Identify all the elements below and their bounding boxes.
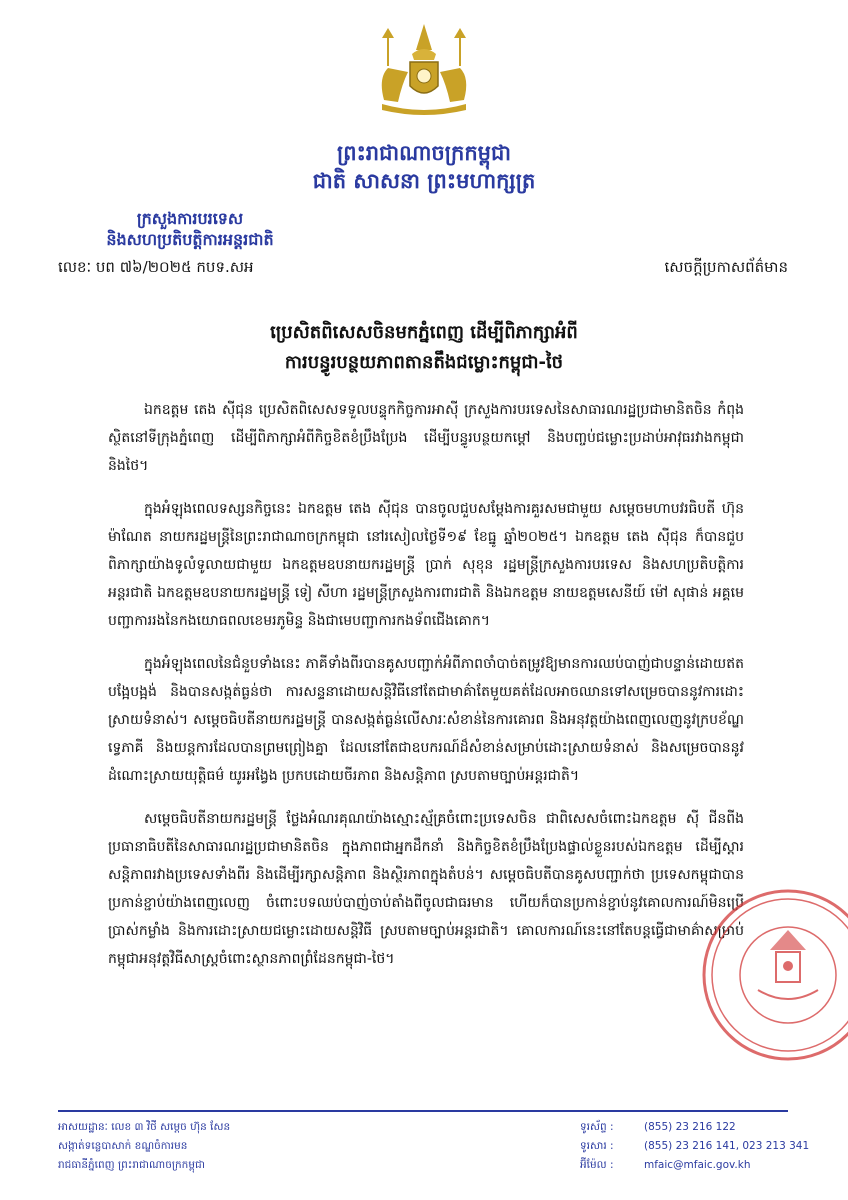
email-row bbox=[580, 1156, 809, 1175]
address-line-2: សង្កាត់ទន្លេបាសាក់ ខណ្ឌចំការមន bbox=[58, 1140, 188, 1152]
phone-row bbox=[580, 1118, 809, 1137]
address-line-3: រាជធានីភ្នំពេញ ព្រះរាជាណាចក្រកម្ពុជា bbox=[58, 1159, 205, 1171]
ministry-line-2: និងសហប្រតិបត្តិការអន្តរជាតិ bbox=[106, 230, 274, 249]
footer-divider bbox=[58, 1110, 788, 1112]
fax-label: ទូរសារ : bbox=[580, 1140, 614, 1152]
fax-row bbox=[580, 1137, 809, 1156]
ministry-line-1: ក្រសួងការបរទេស bbox=[136, 209, 244, 228]
press-release-body bbox=[108, 396, 744, 988]
reference-number: លេខៈ បព ៧៦/២០២៥ កបទ.សអ bbox=[58, 258, 254, 276]
headline-line-2: ការបន្ធូរបន្ថយភាពតានតឹងជម្លោះកម្ពុជា-ថៃ bbox=[284, 352, 564, 373]
royal-emblem-icon bbox=[368, 20, 480, 120]
document-type: សេចក្ដីប្រកាសព័ត៌មាន bbox=[664, 258, 788, 276]
paragraph-2: ក្នុងអំឡុងពេលទស្សនកិច្ចនេះ ឯកឧត្តម តេង ស៊ីជុន បានចូលជួបសម្ដែងការគួរសមជាមួយ សម្ដេចមហាបវរធិបតី ហ៊ុន ម៉ាណែត នាយករដ្ឋមន្ត្រីនៃព្រះរាជាណាចក្រកម្ពុជា នៅរសៀលថ្ងៃទី១៩ ខែធ្នូ ឆ្នាំ២០២៥។ ឯកឧត្តម តេង ស៊ីជុន ក៏បានជួបពិភាក្សាយ៉ាងទូលំទូលាយជាមួយ ឯកឧត្តមឧបនាយករដ្ឋមន្ត្រី ប្រាក់ សុខុន រដ្ឋមន្ត្រីក្រសួងការបរទេស និងសហប្រតិបត្តិការអន្តរជាតិ ឯកឧត្តមឧបនាយករដ្ឋមន្ត្រី ទៀ សីហា រដ្ឋមន្ត្រីក្រសួងការពារជាតិ និងឯកឧត្តម នាយឧត្តមសេនីយ៍ ម៉ៅ សុផាន់ អគ្គមេបញ្ជាការរងនៃកងយោធពលខេមរភូមិន្ទ និងជាមេបញ្ជាការកងទ័ពជើងគោក។ bbox=[108, 501, 744, 629]
footer-address bbox=[58, 1118, 230, 1175]
email-label: អ៊ីម៉ែល : bbox=[580, 1159, 614, 1171]
fax-value: (855) 23 216 141, 023 213 341 bbox=[644, 1140, 810, 1152]
official-seal-stamp-icon bbox=[688, 880, 848, 1070]
phone-label: ទូរស័ព្ទ : bbox=[580, 1121, 614, 1133]
email-value[interactable]: mfaic@mfaic.gov.kh bbox=[644, 1159, 751, 1171]
paragraph-4: សម្ដេចធិបតីនាយករដ្ឋមន្ត្រី ថ្លែងអំណរគុណយ៉ាងស្មោះស្ម័គ្រចំពោះប្រទេសចិន ជាពិសេសចំពោះឯកឧត្តម ស៊ី ជីនពីង ប្រធានាធិបតីនៃសាធារណរដ្ឋប្រជាមានិតចិន ក្នុងភាពជាអ្នកដឹកនាំ និងកិច្ចខិតខំប្រឹងប្រែងផ្ទាល់ខ្លួនរបស់ឯកឧត្តម ដើម្បីស្ដារសន្តិភាពរវាងប្រទេសទាំងពីរ និងដើម្បីរក្សាសន្តិភាព និងស្ថិរភាពក្នុងតំបន់។ សម្ដេចធិបតីបានគូសបញ្ជាក់ថា ប្រទេសកម្ពុជាបានប្រកាន់ខ្ជាប់យ៉ាងពេញលេញ ចំពោះបទឈប់បាញ់ចាប់តាំងពីចូលជាធរមាន ហើយក៏បានប្រកាន់ខ្ជាប់នូវគោលការណ៍មិនប្រើប្រាស់កម្លាំង និងការដោះស្រាយជម្លោះដោយសន្តិវិធី ស្របតាមច្បាប់អន្តរជាតិ។ គោលការណ៍នេះនៅតែបន្តធ្វើជាមាគ៌ាសម្រាប់កម្ពុជាអនុវត្តវិធីសាស្ត្រចំពោះស្ថានភាពព្រំដែនកម្ពុជា-ថៃ។ bbox=[108, 811, 744, 967]
paragraph-3: ក្នុងអំឡុងពេលនៃជំនួបទាំងនេះ ភាគីទាំងពីរបានគូសបញ្ជាក់អំពីភាពចាំបាច់តម្រូវឱ្យមានការឈប់បាញ់ជាបន្ទាន់ដោយឥតបង្អែបង្អង់ និងបានសង្កត់ធ្ងន់ថា ការសន្ទនាដោយសន្តិវិធីនៅតែជាមាគ៌ាតែមួយគត់ដែលអាចឈានទៅសម្រេចបាននូវការដោះស្រាយទំនាស់។ សម្ដេចធិបតីនាយករដ្ឋមន្ត្រី បានសង្កត់ធ្ងន់លើសារៈសំខាន់នៃការគោរព និងអនុវត្តយ៉ាងពេញលេញនូវក្របខ័ណ្ឌទ្វេភាគី និងយន្តការដែលបានព្រមព្រៀងគ្នា ដែលនៅតែជាឧបករណ៍ដ៏សំខាន់សម្រាប់ដោះស្រាយទំនាស់ និងសម្រេចបាននូវដំណោះស្រាយយុត្តិធម៌ យូរអង្វែង ប្រកបដោយចីរភាព និងសន្តិភាព ស្របតាមច្បាប់អន្តរជាតិ។ bbox=[108, 656, 744, 784]
headline bbox=[0, 318, 848, 378]
paragraph-1: ឯកឧត្តម តេង ស៊ីជុន ប្រេសិតពិសេសទទួលបន្ទុកកិច្ចការអាស៊ី ក្រសួងការបរទេសនៃសាធារណរដ្ឋប្រជាមានិតចិន កំពុងស្ថិតនៅទីក្រុងភ្នំពេញ ដើម្បីពិភាក្សាអំពីកិច្ចខិតខំប្រឹងប្រែង ដើម្បីបន្ធូរបន្ថយកម្តៅ និងបញ្ចប់ជម្លោះប្រដាប់អាវុធរវាងកម្ពុជា និងថៃ។ bbox=[108, 402, 744, 474]
address-line-1: អាសយដ្ឋានៈ លេខ ៣ វិថី សម្តេច ហ៊ុន សែន bbox=[58, 1121, 231, 1133]
kingdom-title: ព្រះរាជាណាចក្រកម្ពុជា bbox=[336, 141, 511, 165]
phone-value: (855) 23 216 122 bbox=[644, 1121, 736, 1133]
national-motto: ជាតិ សាសនា ព្រះមហាក្សត្រ bbox=[312, 169, 536, 193]
footer-contacts bbox=[580, 1118, 809, 1175]
headline-line-1: ប្រេសិតពិសេសចិនមកភ្នំពេញ ដើម្បីពិភាក្សាអំពី bbox=[270, 322, 578, 343]
ministry-name bbox=[60, 208, 320, 250]
